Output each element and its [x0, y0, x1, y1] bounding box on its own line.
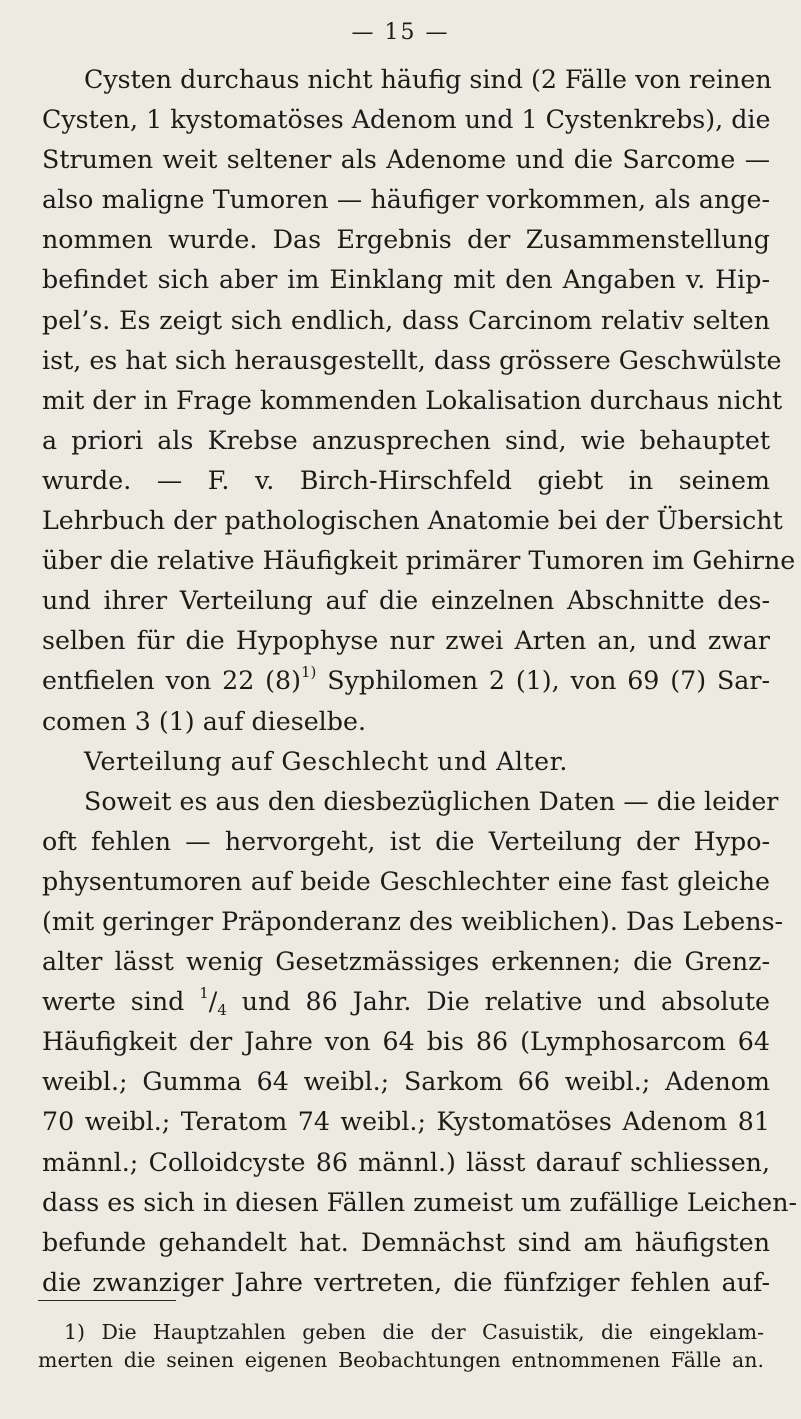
- text-line: Cysten durchaus nicht häufig sind (2 Fälle von reinen: [84, 65, 772, 94]
- text-line: befunde gehandelt hat. Demnächst sind am häufigsten: [42, 1227, 770, 1257]
- text-line: männl.; Colloidcyste 86 männl.) lässt darauf schliessen,: [42, 1147, 770, 1177]
- text-line-with-fraction: werte sind $^1$/4 und 86 Jahr. Die relative und absolute: [42, 983, 770, 1020]
- text-line: wurde. — F. v. Birch-Hirschfeld giebt in seinem: [42, 465, 770, 495]
- text-line: Strumen weit seltener als Adenome und die Sarcome —: [42, 145, 770, 175]
- text-line: Lehrbuch der pathologischen Anatomie bei der Übersicht: [42, 506, 783, 536]
- fraction-numerator: 1: [199, 983, 209, 1002]
- footnote-divider: [38, 1300, 176, 1301]
- text-line: also maligne Tumoren — häufiger vorkommen, als ange-: [42, 185, 770, 215]
- footnote-line: merten die seinen eigenen Beobachtungen entnommenen Fälle an.: [38, 1348, 764, 1372]
- fraction-denominator: 4: [217, 1001, 227, 1020]
- text-line: 70 weibl.; Teratom 74 weibl.; Kystomatöses Adenom 81: [42, 1107, 770, 1137]
- text-line: über die relative Häufigkeit primärer Tumoren im Gehirne: [42, 546, 796, 576]
- text-fragment: Syphilomen 2 (1), von 69 (7) Sar-: [316, 666, 770, 696]
- footnote-reference[interactable]: 1): [301, 662, 317, 681]
- text-line: befindet sich aber im Einklang mit den Angaben v. Hip-: [42, 265, 770, 295]
- text-line: physentumoren auf beide Geschlechter eine fast gleiche: [42, 866, 770, 896]
- text-line: dass es sich in diesen Fällen zumeist um zufällige Leichen-: [42, 1187, 798, 1217]
- footnote-line: 1) Die Hauptzahlen geben die der Casuistik, die eingeklam-: [64, 1320, 764, 1344]
- text-line: weibl.; Gumma 64 weibl.; Sarkom 66 weibl.; Adenom: [42, 1067, 770, 1097]
- text-line: comen 3 (1) auf dieselbe.: [42, 706, 366, 736]
- text-line: (mit geringer Präponderanz des weiblichen). Das Lebens-: [42, 906, 784, 936]
- text-line: die zwanziger Jahre vertreten, die fünfziger fehlen auf-: [42, 1267, 770, 1297]
- text-line: nommen wurde. Das Ergebnis der Zusammenstellung: [42, 225, 770, 255]
- section-heading: Verteilung auf Geschlecht und Alter.: [84, 746, 568, 776]
- text-line: Cysten, 1 kystomatöses Adenom und 1 Cystenkrebs), die: [42, 105, 771, 135]
- text-line: Soweit es aus den diesbezüglichen Daten — die leider: [84, 786, 779, 816]
- text-line: und ihrer Verteilung auf die einzelnen Abschnitte des-: [42, 586, 770, 616]
- main-text: [42, 60, 798, 1303]
- text-line: pel’s. Es zeigt sich endlich, dass Carcinom relativ selten: [42, 305, 770, 335]
- text-line: alter lässt wenig Gesetzmässiges erkennen; die Grenz-: [42, 947, 770, 977]
- text-fragment: und 86 Jahr. Die relative und absolute: [226, 987, 770, 1017]
- text-line: Häufigkeit der Jahre von 64 bis 86 (Lymphosarcom 64: [42, 1027, 770, 1057]
- text-line-with-footnote: [42, 661, 770, 701]
- text-fragment: werte sind: [42, 987, 200, 1017]
- text-line: selben für die Hypophyse nur zwei Arten an, und zwar: [42, 626, 770, 656]
- footnote: [38, 1318, 764, 1374]
- text-line: oft fehlen — hervorgeht, ist die Verteilung der Hypo-: [42, 826, 770, 856]
- text-line: a priori als Krebse anzusprechen sind, wie behauptet: [42, 425, 770, 455]
- text-line: mit der in Frage kommenden Lokalisation durchaus nicht: [42, 385, 783, 415]
- text-fragment: entfielen von 22 (8): [42, 666, 302, 696]
- text-line: ist, es hat sich herausgestellt, dass grössere Geschwülste: [42, 345, 782, 375]
- page-number: — 15 —: [351, 20, 450, 45]
